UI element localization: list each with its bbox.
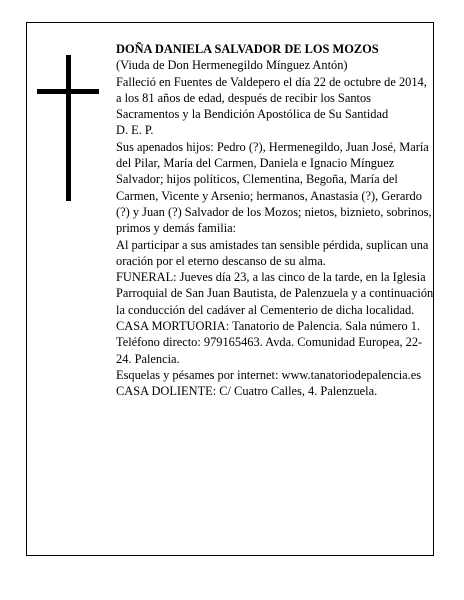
cross-icon <box>37 55 99 201</box>
dep-line: D. E. P. <box>116 123 154 138</box>
notice-body <box>116 41 434 400</box>
casa-doliente: CASA DOLIENTE: C/ Cuatro Calles, 4. Palenzuela. <box>116 384 378 399</box>
funeral-details: FUNERAL: Jueves día 23, a las cinco de la tarde, en la Iglesia Parroquial de San Juan Bautista, de Palenzuela y a continuación la conducción del cadáver al Cementerio de dicha localidad. <box>116 270 434 317</box>
cross-horizontal-bar <box>37 89 99 94</box>
casa-mortuoria: CASA MORTUORIA: Tanatorio de Palencia. Sala número 1. Teléfono directo: 979165463. Avda. Comunidad Europea, 22-24. Palencia. <box>116 319 423 366</box>
prayer-request: Al participar a sus amistades tan sensible pérdida, suplican una oración por el eterno descanso de su alma. <box>116 237 429 268</box>
family-list: Sus apenados hijos: Pedro (?), Hermenegildo, Juan José, María del Pilar, María del Carmen, Daniela e Ignacio Mínguez Salvador; hijos políticos, Clementina, Begoña, María del Carmen, Vicente y Arsenio; hermanos, Anastasia (?), Gerardo (?) y Juan (?) Salvador de los Mozos; nietos, biznieto, sobrinos, primos y demás familia: <box>116 139 432 236</box>
death-info: Falleció en Fuentes de Valdepero el día 22 de octubre de 2014, a los 81 años de edad, después de recibir los Santos Sacramentos y la Bendición Apostólica de Su Santidad <box>116 74 427 122</box>
widow-of-line: (Viuda de Don Hermenegildo Mínguez Antón) <box>116 58 348 73</box>
obituary-notice <box>26 22 434 556</box>
cross-vertical-bar <box>66 55 71 201</box>
deceased-name: DOÑA DANIELA SALVADOR DE LOS MOZOS <box>116 42 379 56</box>
internet-condolences: Esquelas y pésames por internet: www.tanatoriodepalencia.es <box>116 367 422 382</box>
